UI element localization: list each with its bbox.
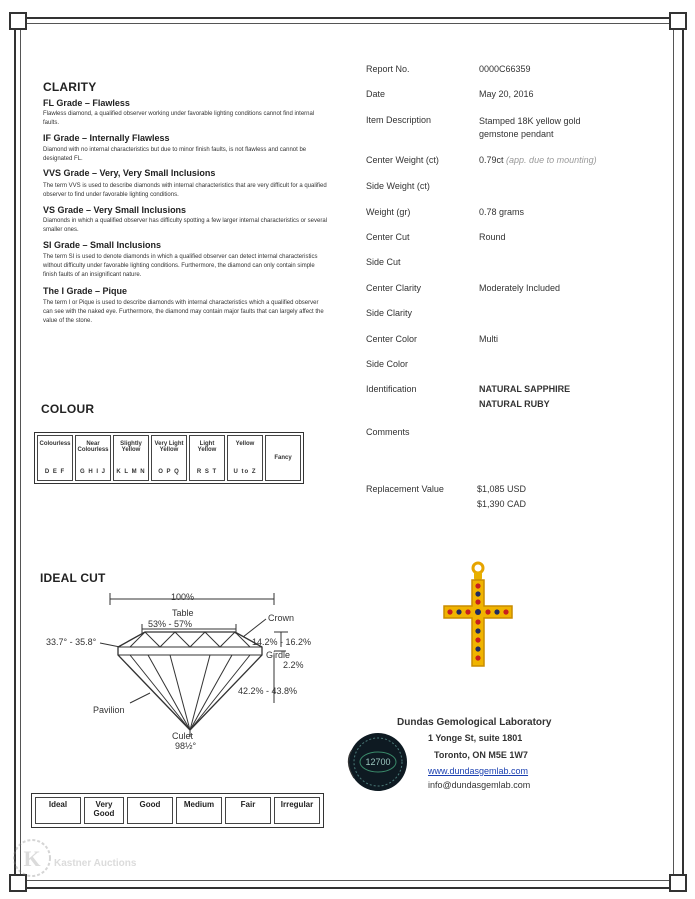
grade-description: Diamonds in which a qualified observer has difficulty spotting a few larger internal characteristics or several smaller ones. xyxy=(43,218,328,233)
colour-letters: D E F xyxy=(44,469,66,475)
cut-grade-table xyxy=(31,793,324,828)
table-label: Table xyxy=(172,608,194,618)
grade-description: Diamond with no internal characteristics but due to minor finish faults, is not flawless and cannot be designated FL. xyxy=(43,147,307,162)
lab-website-link[interactable]: www.dundasgemlab.com xyxy=(428,766,529,776)
cut-grade-cell: Fair xyxy=(225,797,271,824)
cut-grade-cell: Irregular xyxy=(274,797,320,824)
lab-address-line2: Toronto, ON M5E 1W7 xyxy=(434,750,528,760)
colour-cell xyxy=(265,435,301,481)
colour-name: Slightly Yellow xyxy=(120,441,142,453)
grade-title: FL Grade – Flawless xyxy=(43,98,130,108)
comments-label: Comments xyxy=(366,427,410,437)
cut-grade-cell: Good xyxy=(127,797,173,824)
side-weight-label: Side Weight (ct) xyxy=(366,181,430,191)
watermark-brand: Kastner Auctions xyxy=(54,858,137,869)
colour-cell xyxy=(75,435,111,481)
grade-description: The term VVS is used to describe diamonds with internal characteristics that are very difficult for a qualified observer to find under favorable lighting conditions. xyxy=(43,183,327,198)
pavilion-depth-label: 42.2% - 43.8% xyxy=(238,686,298,696)
table-range-label: 53% - 57% xyxy=(148,619,193,629)
center-weight-note: (app. due to mounting) xyxy=(506,155,597,165)
crown-angle-label: 33.7° - 35.8° xyxy=(46,637,97,647)
report-no-label: Report No. xyxy=(366,64,410,74)
hologram-seal xyxy=(340,730,410,796)
colour-letters: U to Z xyxy=(233,469,257,475)
lab-address-line1: 1 Yonge St, suite 1801 xyxy=(428,733,523,743)
colour-cell xyxy=(37,435,73,481)
colour-name: Fancy xyxy=(274,455,292,461)
side-clarity-label: Side Clarity xyxy=(366,308,413,318)
grade-description: The term SI is used to denote diamonds in which a qualified observer can detect internal characteristics without difficulty under favorable lighting conditions. Furthermore, the diamond can only contain simple finish faults of an insignificant nature. xyxy=(43,254,318,278)
replacement-value-usd: $1,085 USD xyxy=(477,484,527,494)
ideal-cut-heading: IDEAL CUT xyxy=(40,571,106,585)
colour-cell xyxy=(189,435,225,481)
colour-name: Near Colourless xyxy=(77,441,109,453)
cut-grade-cell: Ideal xyxy=(35,797,81,824)
grade-description: The term I or Pique is used to describe diamonds with internal characteristics which a qualified observer can see with the naked eye. Furthermore, the diamond may contain major faults that can largely affect the value of the stone. xyxy=(43,300,324,324)
culet-label: Culet xyxy=(172,731,194,741)
colour-name: Yellow xyxy=(235,441,255,447)
cut-grade-cell: Very Good xyxy=(84,797,124,824)
grade-title: SI Grade – Small Inclusions xyxy=(43,240,162,250)
side-cut-label: Side Cut xyxy=(366,257,401,267)
identification-value-2: NATURAL RUBY xyxy=(479,399,550,409)
culet-angle-label: 98½° xyxy=(175,741,197,751)
center-weight-value xyxy=(479,155,597,165)
crown-height-label: 14.2% - 16.2% xyxy=(252,637,312,647)
item-description-value: Stamped 18K yellow gold gemstone pendant xyxy=(479,116,581,139)
grade-title: The I Grade – Pique xyxy=(43,286,128,296)
colour-heading: COLOUR xyxy=(41,402,95,416)
center-cut-label: Center Cut xyxy=(366,232,410,242)
grade-title: VVS Grade – Very, Very Small Inclusions xyxy=(43,168,216,178)
date-value: May 20, 2016 xyxy=(479,89,534,99)
identification-label: Identification xyxy=(366,384,417,394)
seal-number: 12700 xyxy=(365,757,391,767)
grade-title: VS Grade – Very Small Inclusions xyxy=(43,205,187,215)
colour-name: Light Yellow xyxy=(197,441,217,453)
clarity-heading: CLARITY xyxy=(43,80,97,94)
report-no-value: 0000C66359 xyxy=(479,64,531,74)
colour-scale-table xyxy=(34,432,304,484)
center-cut-value: Round xyxy=(479,232,506,242)
colour-cell xyxy=(113,435,149,481)
colour-letters: R S T xyxy=(196,469,218,475)
watermark-logo xyxy=(10,836,137,886)
pavilion-label: Pavilion xyxy=(93,705,125,715)
colour-letters: O P Q xyxy=(158,469,180,475)
frame-corner xyxy=(669,874,687,892)
center-clarity-value: Moderately Included xyxy=(479,283,561,293)
cross-pendant-image xyxy=(432,558,528,678)
girdle-pct-label: 2.2% xyxy=(283,660,304,670)
lab-name: Dundas Gemological Laboratory xyxy=(397,717,552,728)
lab-email: info@dundasgemlab.com xyxy=(428,780,531,790)
center-color-label: Center Color xyxy=(366,334,418,344)
date-label: Date xyxy=(366,89,386,99)
side-color-label: Side Color xyxy=(366,359,409,369)
grade-description: Flawless diamond, a qualified observer working under favorable lighting conditions cannot find internal faults. xyxy=(43,111,315,126)
frame-corner xyxy=(9,12,27,30)
total-width-label: 100% xyxy=(171,592,195,602)
center-weight-amount: 0.79ct xyxy=(479,155,504,165)
center-color-value: Multi xyxy=(479,334,499,344)
colour-name: Very Light Yellow xyxy=(154,441,184,453)
grade-title: IF Grade – Internally Flawless xyxy=(43,133,170,143)
cut-grade-cell: Medium xyxy=(176,797,222,824)
center-clarity-label: Center Clarity xyxy=(366,283,422,293)
colour-name: Colourless xyxy=(39,441,71,447)
identification-value-1: NATURAL SAPPHIRE xyxy=(479,384,571,394)
replacement-value-cad: $1,390 CAD xyxy=(477,499,527,509)
colour-cell xyxy=(227,435,263,481)
girdle-label: Girdle xyxy=(266,650,291,660)
replacement-value-label: Replacement Value xyxy=(366,484,444,494)
svg-text:K: K xyxy=(23,846,41,871)
crown-label: Crown xyxy=(268,613,295,623)
colour-letters: G H I J xyxy=(79,469,106,475)
weight-gr-label: Weight (gr) xyxy=(366,207,411,217)
center-weight-label: Center Weight (ct) xyxy=(366,155,439,165)
item-description-label: Item Description xyxy=(366,115,432,125)
colour-cell xyxy=(151,435,187,481)
colour-letters: K L M N xyxy=(116,469,146,475)
weight-gr-value: 0.78 grams xyxy=(479,207,525,217)
frame-corner xyxy=(669,12,687,30)
